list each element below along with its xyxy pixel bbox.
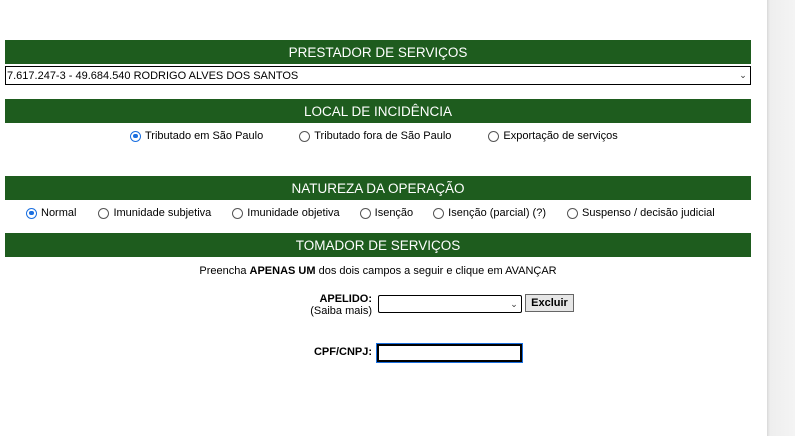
natureza-header	[5, 176, 751, 200]
radio-label: Imunidade objetiva	[247, 207, 340, 219]
radio-label: Exportação de serviços	[503, 130, 618, 142]
natureza-radio-group	[26, 207, 715, 219]
radio-label: Imunidade subjetiva	[113, 207, 212, 219]
radio-unchecked-icon	[299, 131, 310, 142]
radio-unchecked-icon	[567, 208, 578, 219]
window-scrollbar-gutter[interactable]	[767, 0, 795, 436]
saiba-mais-link[interactable]: (Saiba mais)	[310, 305, 372, 317]
radio-tributado-fora-sp[interactable]	[299, 130, 451, 142]
instr-text: dos dois campos a seguir e clique em AVANÇAR	[315, 265, 557, 277]
apelido-label: APELIDO:	[319, 293, 372, 305]
radio-label: Isenção	[374, 207, 414, 219]
excluir-button[interactable]: Excluir	[525, 294, 574, 312]
tomador-instructions	[0, 265, 756, 277]
radio-suspenso[interactable]	[567, 207, 715, 219]
radio-imunidade-subjetiva[interactable]	[98, 207, 211, 219]
radio-unchecked-icon	[98, 208, 109, 219]
radio-label: Tributado em São Paulo	[145, 130, 264, 142]
radio-isencao[interactable]	[360, 207, 414, 219]
radio-label: Normal	[41, 207, 77, 219]
radio-isencao-parcial[interactable]	[433, 207, 546, 219]
radio-label: Isenção (parcial) (?)	[448, 207, 546, 219]
chevron-down-icon: ⌄	[739, 70, 747, 80]
radio-checked-icon	[26, 208, 37, 219]
natureza-title: NATUREZA DA OPERAÇÃO	[291, 180, 465, 196]
prestador-selected-value: 7.617.247-3 - 49.684.540 RODRIGO ALVES DOS SANTOS	[7, 69, 299, 82]
instr-bold: APENAS UM	[249, 265, 316, 277]
radio-unchecked-icon	[232, 208, 243, 219]
radio-unchecked-icon	[488, 131, 499, 142]
cpf-cnpj-input[interactable]	[377, 344, 522, 362]
radio-exportacao[interactable]	[488, 130, 617, 142]
local-radio-group	[130, 130, 618, 142]
radio-unchecked-icon	[433, 208, 444, 219]
radio-label: Tributado fora de São Paulo	[314, 130, 452, 142]
cpf-label: CPF/CNPJ:	[313, 346, 372, 358]
apelido-label-group	[300, 293, 372, 317]
tomador-header	[5, 233, 751, 257]
instr-text: Preencha	[199, 265, 250, 277]
local-header	[5, 99, 751, 123]
prestador-title: PRESTADOR DE SERVIÇOS	[288, 44, 468, 60]
radio-normal[interactable]	[26, 207, 76, 219]
tomador-title: TOMADOR DE SERVIÇOS	[295, 237, 461, 253]
radio-label: Suspenso / decisão judicial	[582, 207, 715, 219]
radio-tributado-sp[interactable]	[130, 130, 263, 142]
local-title: LOCAL DE INCIDÊNCIA	[303, 103, 453, 119]
prestador-header	[5, 40, 751, 64]
radio-checked-icon	[130, 131, 141, 142]
apelido-select[interactable]	[378, 295, 522, 313]
radio-imunidade-objetiva[interactable]	[232, 207, 339, 219]
cpf-label-group	[300, 346, 372, 358]
prestador-select[interactable]	[5, 66, 751, 85]
radio-unchecked-icon	[360, 208, 371, 219]
chevron-down-icon: ⌄	[510, 298, 518, 309]
